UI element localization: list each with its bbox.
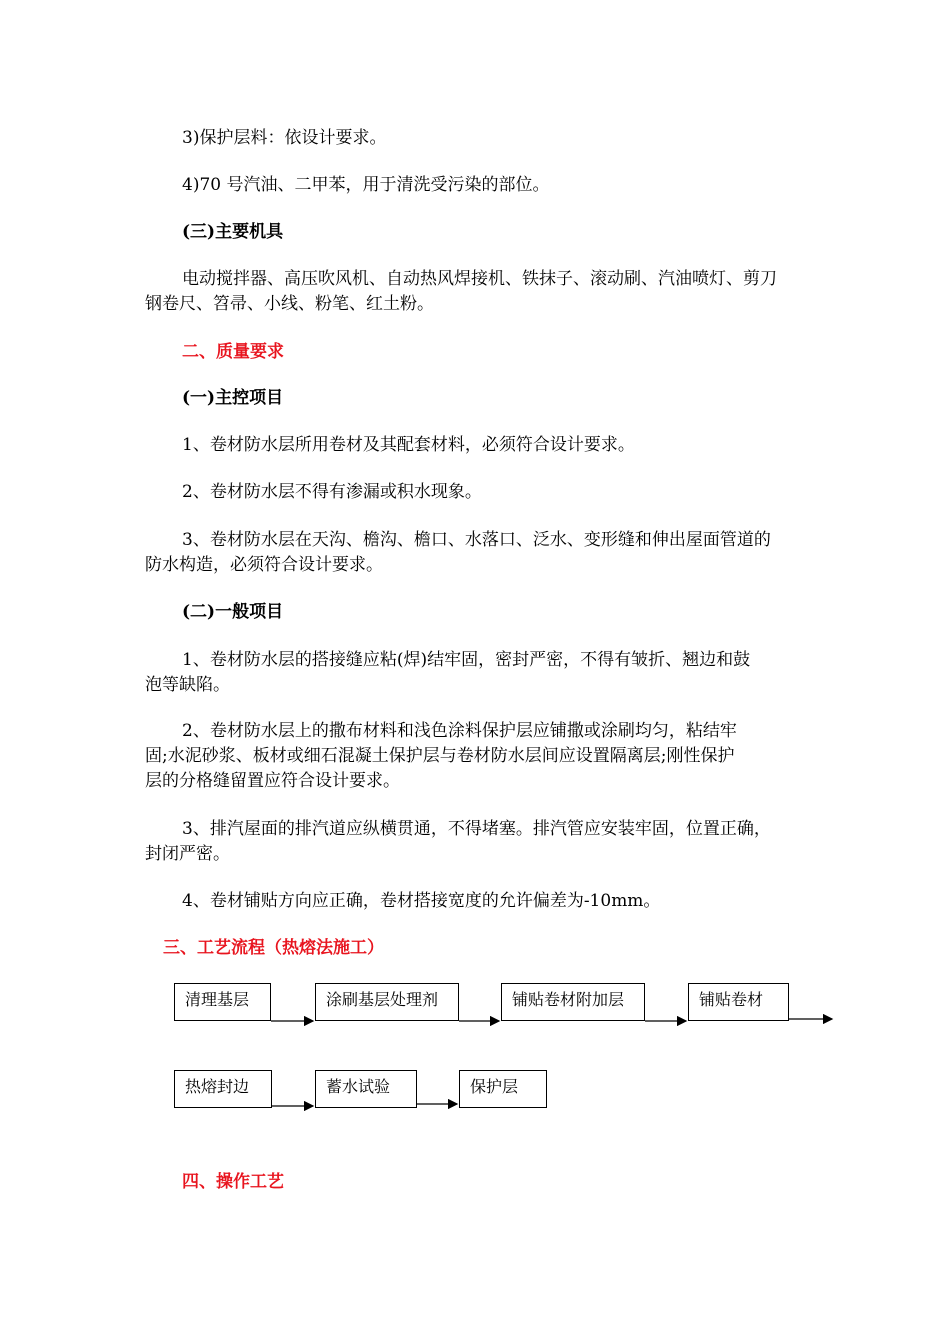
material-item-3: 3)保护层料：依设计要求。 — [182, 128, 387, 148]
tools-text-line2: 钢卷尺、笤帚、小线、粉笔、红土粉。 — [145, 294, 434, 314]
flow-step-lay-membrane: 铺贴卷材 — [688, 983, 789, 1021]
tools-heading: (三)主要机具 — [182, 222, 284, 242]
main-item-3: 3、卷材防水层在天沟、檐沟、檐口、水落口、泛水、变形缝和伸出屋面管道的 — [182, 530, 771, 550]
tools-text-line1: 电动搅拌器、高压吹风机、自动热风焊接机、铁抹子、滚动刷、汽油喷灯、剪刀 — [182, 269, 777, 289]
main-item-3-cont: 防水构造，必须符合设计要求。 — [145, 555, 383, 575]
flow-step-protection: 保护层 — [459, 1070, 547, 1108]
general-item-3: 3、排汽屋面的排汽道应纵横贯通，不得堵塞。排汽管应安装牢固，位置正确， — [182, 819, 771, 839]
flow-step-heat-seal: 热熔封边 — [174, 1070, 272, 1108]
general-item-2-cont1: 固;水泥砂浆、板材或细石混凝土保护层与卷材防水层间应设置隔离层;刚性保护 — [145, 746, 735, 766]
general-item-2: 2、卷材防水层上的撒布材料和浅色涂料保护层应铺撒或涂刷均匀，粘结牢 — [182, 721, 737, 741]
flow-step-primer: 涂刷基层处理剂 — [315, 983, 459, 1021]
general-item-2-cont2: 层的分格缝留置应符合设计要求。 — [145, 771, 400, 791]
general-items-heading: (二)一般项目 — [182, 602, 284, 622]
main-item-1: 1、卷材防水层所用卷材及其配套材料，必须符合设计要求。 — [182, 435, 635, 455]
general-item-4: 4、卷材铺贴方向应正确，卷材搭接宽度的允许偏差为-10mm。 — [182, 891, 661, 911]
general-item-1-cont: 泡等缺陷。 — [145, 675, 230, 695]
material-item-4: 4)70 号汽油、二甲苯，用于清洗受污染的部位。 — [182, 175, 550, 195]
flow-step-additional-layer: 铺贴卷材附加层 — [501, 983, 645, 1021]
main-items-heading: (一)主控项目 — [182, 388, 284, 408]
flow-step-water-test: 蓄水试验 — [315, 1070, 417, 1108]
general-item-3-cont: 封闭严密。 — [145, 844, 230, 864]
flow-step-clean-base: 清理基层 — [174, 983, 271, 1021]
general-item-1: 1、卷材防水层的搭接缝应粘(焊)结牢固，密封严密，不得有皱折、翘边和鼓 — [182, 650, 751, 670]
operation-heading: 四、操作工艺 — [182, 1172, 284, 1192]
quality-heading: 二、质量要求 — [182, 342, 284, 362]
process-heading: 三、工艺流程（热熔法施工） — [163, 938, 384, 958]
main-item-2: 2、卷材防水层不得有渗漏或积水现象。 — [182, 482, 482, 502]
